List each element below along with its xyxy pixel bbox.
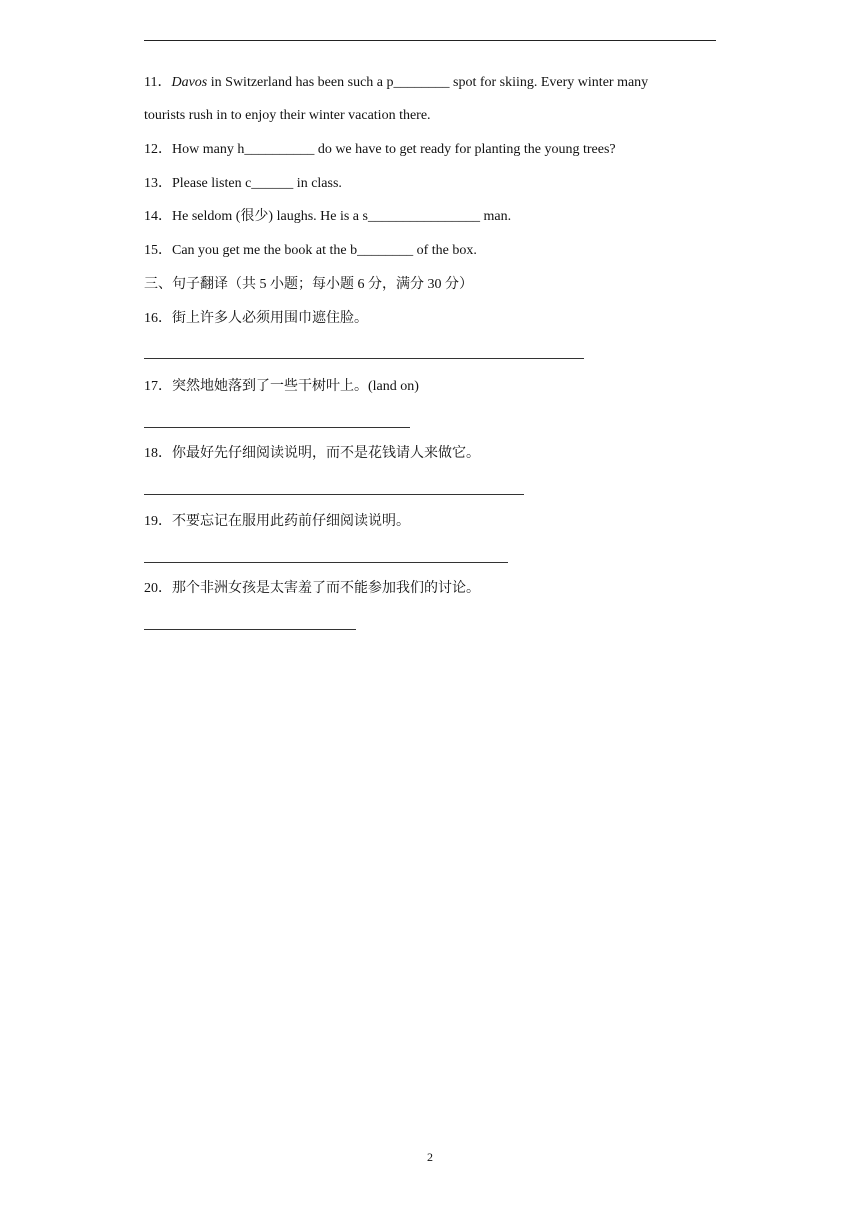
question-16: 16．街上许多人必须用围巾遮住脸。 [144, 311, 368, 326]
question-number: 11． [144, 75, 172, 90]
place-name: Davos [171, 75, 208, 90]
answer-line-19[interactable] [144, 562, 508, 563]
section-title: 三、句子翻译（共 5 小题；每小题 6 分，满分 30 分） [144, 277, 473, 292]
answer-line-20[interactable] [144, 629, 356, 630]
question-text: in Switzerland has been such a p________ spot for skiing. Every winter many [207, 75, 649, 90]
question-15: 15．Can you get me the book at the b________ of the box. [144, 243, 477, 258]
question-19: 19．不要忘记在服用此药前仔细阅读说明。 [144, 514, 410, 529]
header-rule [144, 40, 716, 41]
answer-line-18[interactable] [144, 494, 524, 495]
question-14: 14．He seldom (很少) laughs. He is a s________________ man. [144, 209, 512, 224]
answer-line-17[interactable] [144, 427, 410, 428]
question-12: 12．How many h__________ do we have to get ready for planting the young trees? [144, 142, 616, 157]
page-number: 2 [427, 1150, 433, 1164]
question-11-continuation: tourists rush in to enjoy their winter vacation there. [144, 108, 431, 123]
question-17: 17．突然地她落到了一些干树叶上。(land on) [144, 379, 419, 394]
question-11 [144, 73, 648, 93]
question-20: 20．那个非洲女孩是太害羞了而不能参加我们的讨论。 [144, 581, 480, 596]
answer-line-16[interactable] [144, 358, 584, 359]
question-18: 18．你最好先仔细阅读说明，而不是花钱请人来做它。 [144, 446, 480, 461]
question-13: 13．Please listen c______ in class. [144, 176, 342, 191]
